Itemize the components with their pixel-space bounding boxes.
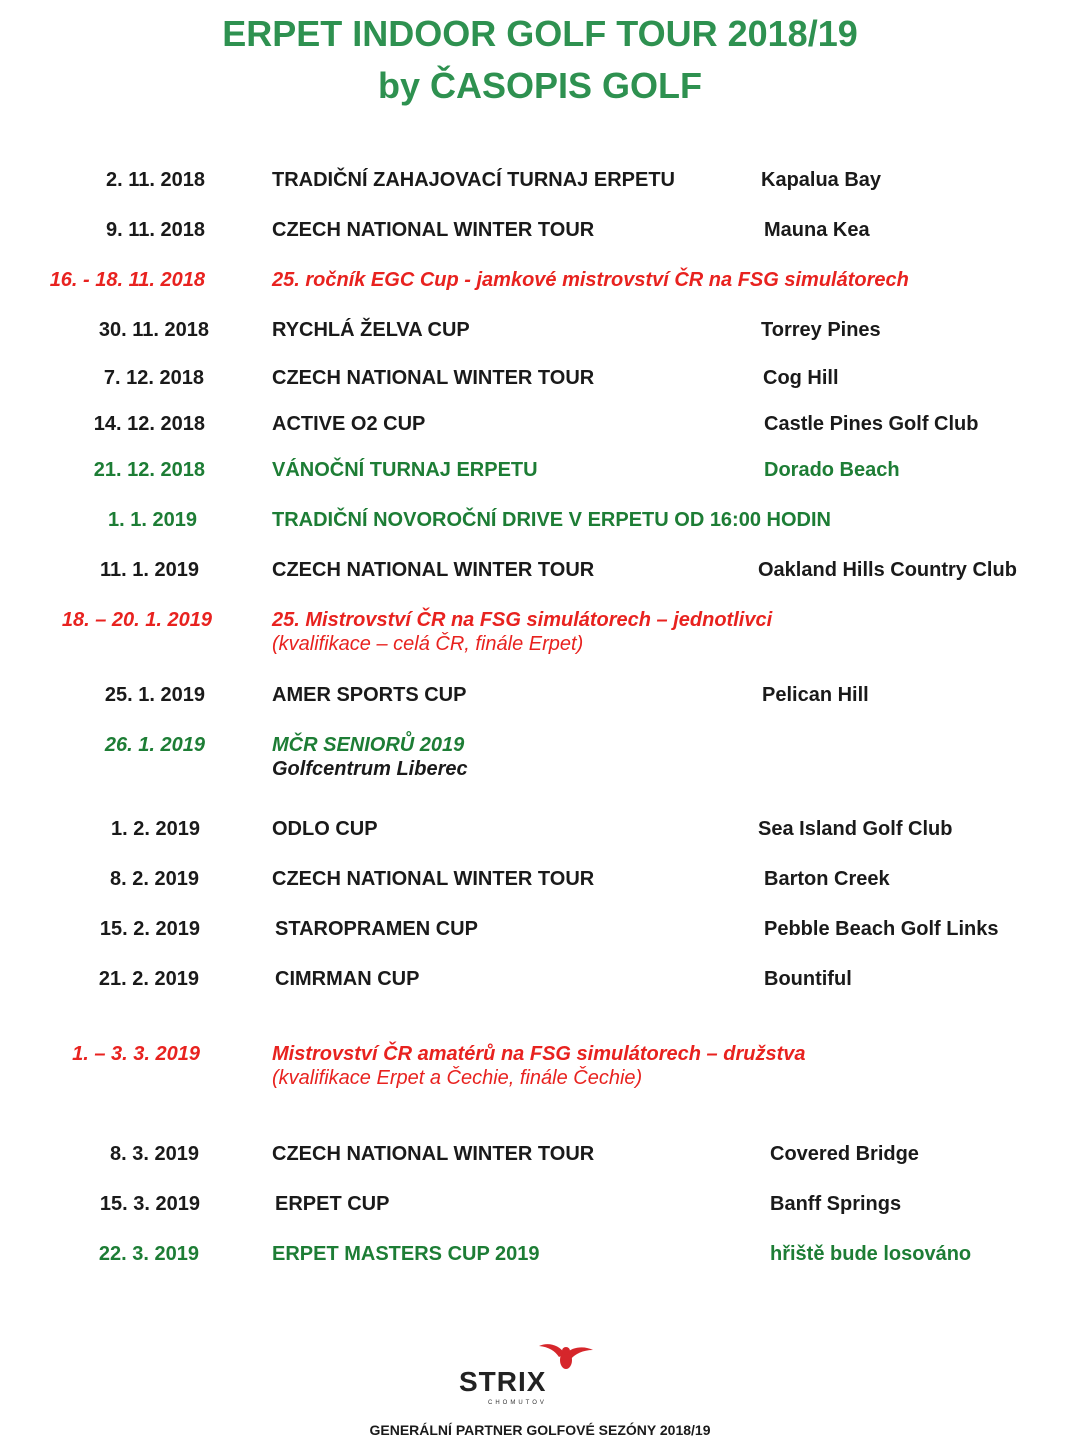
event-name-block	[275, 967, 419, 991]
event-name-block	[272, 218, 594, 242]
event-name-block	[272, 733, 468, 781]
event-name: CZECH NATIONAL WINTER TOUR	[272, 868, 595, 890]
event-venue: Bountiful	[764, 968, 852, 990]
event-venue: Mauna Kea	[764, 219, 870, 241]
event-date: 26. 1. 2019	[104, 734, 205, 756]
event-name-block	[272, 366, 594, 390]
event-venue: Barton Creek	[764, 868, 890, 890]
event-name-block	[272, 268, 909, 292]
event-name: CZECH NATIONAL WINTER TOUR	[272, 219, 595, 241]
event-date: 21. 12. 2018	[93, 459, 205, 481]
event-name: VÁNOČNÍ TURNAJ ERPETU	[272, 459, 538, 481]
event-name-block	[272, 1042, 806, 1090]
event-name: 25. ročník EGC Cup - jamkové mistrovství ČR na FSG simulátorech	[272, 269, 909, 291]
event-date: 7. 12. 2018	[103, 367, 204, 389]
event-name: CIMRMAN CUP	[275, 968, 420, 990]
event-venue: Torrey Pines	[761, 319, 881, 341]
event-date: 11. 1. 2019	[100, 559, 199, 581]
strix-logo	[455, 1340, 605, 1410]
event-venue: Dorado Beach	[764, 459, 900, 481]
event-date: 22. 3. 2019	[98, 1243, 199, 1265]
event-name-block	[272, 168, 675, 192]
event-name: ERPET MASTERS CUP 2019	[272, 1243, 540, 1265]
event-name-block	[272, 558, 594, 582]
event-name: Mistrovství ČR amatérů na FSG simulátorech – družstva	[272, 1043, 806, 1065]
event-venue: Sea Island Golf Club	[758, 818, 953, 840]
event-name-block	[272, 683, 466, 707]
page-title: ERPET INDOOR GOLF TOUR 2018/19	[222, 13, 858, 54]
event-name: CZECH NATIONAL WINTER TOUR	[272, 367, 595, 389]
event-venue: Castle Pines Golf Club	[764, 413, 979, 435]
event-name-block	[272, 318, 470, 342]
page-subtitle: by ČASOPIS GOLF	[377, 65, 703, 106]
event-name-block	[272, 867, 594, 891]
event-date: 9. 11. 2018	[106, 219, 205, 241]
event-venue: Covered Bridge	[770, 1143, 919, 1165]
event-date: 1. 1. 2019	[108, 509, 197, 531]
event-venue: Kapalua Bay	[761, 169, 882, 191]
event-name: ERPET CUP	[275, 1193, 390, 1215]
event-name: 25. Mistrovství ČR na FSG simulátorech – jednotlivci	[272, 609, 773, 631]
event-date: 15. 2. 2019	[99, 918, 200, 940]
event-subtitle: (kvalifikace – celá ČR, finále Erpet)	[272, 633, 584, 655]
event-date: 8. 2. 2019	[110, 868, 199, 890]
event-name: RYCHLÁ ŽELVA CUP	[272, 319, 470, 341]
event-name-block	[272, 608, 772, 656]
event-date: 15. 3. 2019	[99, 1193, 200, 1215]
event-name: ODLO CUP	[272, 818, 378, 840]
event-date: 18. – 20. 1. 2019	[61, 609, 212, 631]
event-name-block	[272, 412, 425, 436]
event-name-block	[272, 508, 831, 532]
event-name-block	[275, 1192, 389, 1216]
event-date: 25. 1. 2019	[104, 684, 205, 706]
event-date: 21. 2. 2019	[98, 968, 199, 990]
event-date: 1. 2. 2019	[111, 818, 200, 840]
event-name-block	[272, 458, 538, 482]
event-name: STAROPRAMEN CUP	[275, 918, 478, 940]
logo-text: STRIX	[459, 1366, 547, 1397]
event-name: TRADIČNÍ NOVOROČNÍ DRIVE V ERPETU OD 16:00 HODIN	[272, 509, 831, 531]
event-venue: hřiště bude losováno	[770, 1243, 972, 1265]
footer-partner-text: GENERÁLNÍ PARTNER GOLFOVÉ SEZÓNY 2018/19	[369, 1422, 711, 1438]
event-date: 2. 11. 2018	[106, 169, 205, 191]
event-name-block	[272, 1242, 540, 1266]
event-subtitle: Golfcentrum Liberec	[272, 758, 468, 780]
event-date: 30. 11. 2018	[98, 319, 209, 341]
event-venue: Banff Springs	[770, 1193, 902, 1215]
event-date: 1. – 3. 3. 2019	[72, 1043, 200, 1065]
event-name: CZECH NATIONAL WINTER TOUR	[272, 559, 595, 581]
event-name: TRADIČNÍ ZAHAJOVACÍ TURNAJ ERPETU	[272, 169, 675, 191]
event-name: ACTIVE O2 CUP	[272, 413, 426, 435]
event-name-block	[272, 817, 378, 841]
event-date: 16. - 18. 11. 2018	[49, 269, 205, 291]
event-date: 14. 12. 2018	[93, 413, 205, 435]
event-venue: Pelican Hill	[762, 684, 869, 706]
event-venue: Cog Hill	[763, 367, 839, 389]
event-name: CZECH NATIONAL WINTER TOUR	[272, 1143, 595, 1165]
event-date: 8. 3. 2019	[110, 1143, 199, 1165]
event-name-block	[275, 917, 478, 941]
event-venue: Pebble Beach Golf Links	[764, 918, 999, 940]
event-name-block	[272, 1142, 594, 1166]
event-venue: Oakland Hills Country Club	[758, 559, 1017, 581]
logo-subtext: CHOMUTOV	[488, 1400, 547, 1406]
event-subtitle: (kvalifikace Erpet a Čechie, finále Čechie)	[272, 1067, 643, 1089]
event-name: MČR SENIORŮ 2019	[272, 734, 465, 756]
event-name: AMER SPORTS CUP	[272, 684, 467, 706]
